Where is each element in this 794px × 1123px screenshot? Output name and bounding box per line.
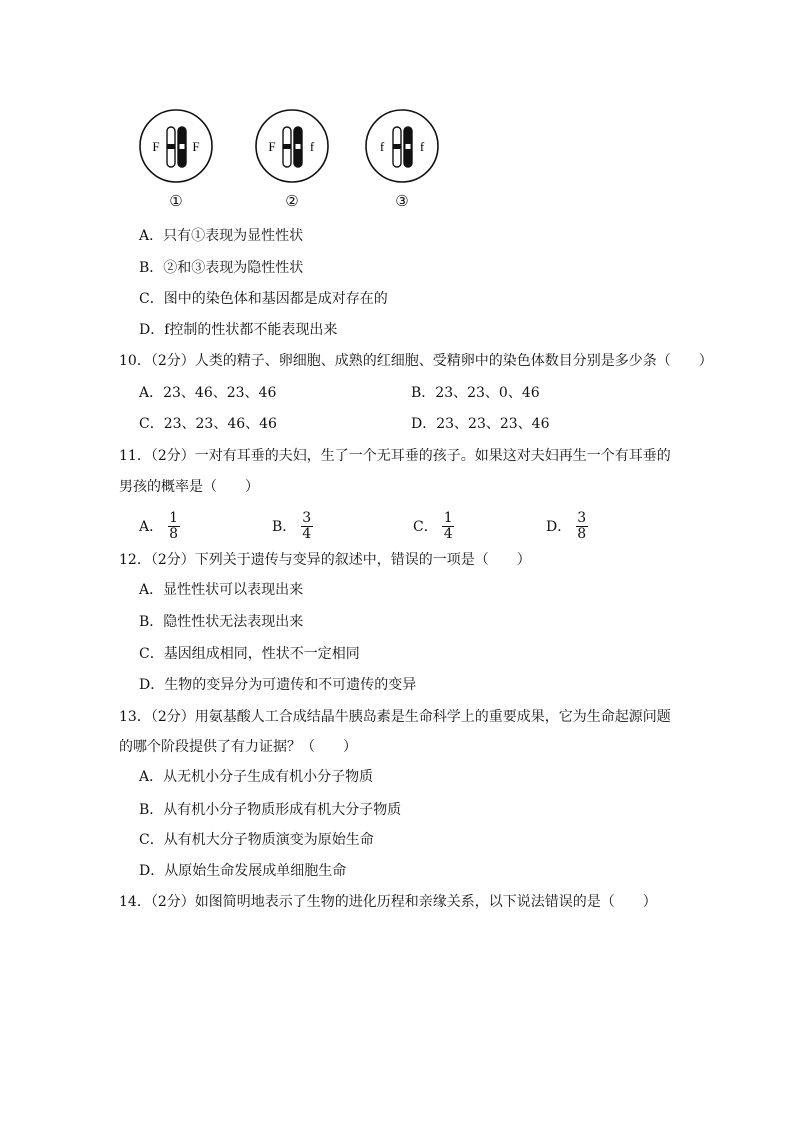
cell-2-left-gene: F <box>268 139 276 154</box>
fraction-numerator: 1 <box>169 509 179 526</box>
cell-1-label: ① <box>169 192 183 210</box>
cell-2 <box>254 108 330 210</box>
fraction-numerator: 1 <box>443 509 453 526</box>
q11-option-d-fraction <box>575 511 588 542</box>
q11-option-a-letter: A． <box>139 519 164 535</box>
q11-stem-line2: 男孩的概率是（ ） <box>119 479 259 495</box>
q9-option-b: B．②和③表现为隐性性状 <box>139 260 304 276</box>
q11-option-a-fraction <box>167 511 180 542</box>
q11-option-c-fraction <box>442 511 455 542</box>
cell-1-diagram <box>138 108 214 184</box>
q13-stem-line1: 13．（2分）用氨基酸人工合成结晶牛胰岛素是生命科学上的重要成果，它为生命起源问题 <box>119 709 671 725</box>
q10-stem: 10．（2分）人类的精子、卵细胞、成熟的红细胞、受精卵中的染色体数目分别是多少条（ ） <box>119 353 713 369</box>
q12-option-a: A．显性性状可以表现出来 <box>139 582 304 598</box>
q10-option-d: D．23、23、23、46 <box>411 416 550 432</box>
cell-3-diagram <box>364 108 440 184</box>
q12-option-d: D．生物的变异分为可遗传和不可遗传的变异 <box>139 677 417 693</box>
fraction-numerator: 3 <box>302 509 312 526</box>
cell-3-label: ③ <box>395 192 409 210</box>
q11-option-d-letter: D． <box>546 519 572 535</box>
cell-2-label: ② <box>285 192 299 210</box>
fraction-denominator: 4 <box>302 525 312 542</box>
cell-1 <box>138 108 214 210</box>
q13-option-a: A．从无机小分子生成有机小分子物质 <box>139 769 374 785</box>
q13-option-c: C．从有机大分子物质演变为原始生命 <box>139 832 374 848</box>
q14-stem: 14．（2分）如图简明地表示了生物的进化历程和亲缘关系，以下说法错误的是（ ） <box>119 894 657 910</box>
chromosome-figure <box>138 108 448 218</box>
q11-stem-line1: 11．（2分）一对有耳垂的夫妇，生了一个无耳垂的孩子。如果这对夫妇再生一个有耳垂的 <box>119 448 671 464</box>
q9-option-a: A．只有①表现为显性性状 <box>139 228 304 244</box>
q11-option-c <box>413 508 455 544</box>
cell-2-diagram <box>254 108 330 184</box>
fraction-denominator: 4 <box>443 525 453 542</box>
fraction-numerator: 3 <box>577 509 587 526</box>
q9-option-c: C．图中的染色体和基因都是成对存在的 <box>139 291 388 307</box>
q13-option-b: B．从有机小分子物质形成有机大分子物质 <box>139 802 402 818</box>
fraction-denominator: 8 <box>577 525 587 542</box>
q11-option-b <box>272 508 313 544</box>
q11-option-d <box>546 508 588 544</box>
q12-option-b: B．隐性性状无法表现出来 <box>139 614 304 630</box>
q11-option-a <box>139 508 180 544</box>
q11-options <box>139 508 699 544</box>
q9-option-d: D．f控制的性状都不能表现出来 <box>139 322 338 338</box>
q11-option-b-fraction <box>300 511 313 542</box>
q13-stem-line2: 的哪个阶段提供了有力证据？（ ） <box>119 739 357 755</box>
cell-3-left-gene: f <box>379 139 385 154</box>
cell-1-right-gene: F <box>192 139 200 154</box>
q13-option-d: D．从原始生命发展成单细胞生命 <box>139 863 347 879</box>
q12-option-c: C．基因组成相同，性状不一定相同 <box>139 646 360 662</box>
q12-stem: 12．（2分）下列关于遗传与变异的叙述中，错误的一项是（ ） <box>119 552 531 568</box>
q10-option-a: A．23、46、23、46 <box>139 385 277 401</box>
fraction-denominator: 8 <box>169 525 179 542</box>
q11-option-b-letter: B． <box>272 519 297 535</box>
q10-option-b: B．23、23、0、46 <box>411 385 540 401</box>
cell-2-right-gene: f <box>309 139 315 154</box>
q11-option-c-letter: C． <box>413 519 438 535</box>
cell-1-left-gene: F <box>152 139 160 154</box>
cell-3 <box>364 108 440 210</box>
cell-3-right-gene: f <box>419 139 425 154</box>
q10-option-c: C．23、23、46、46 <box>139 416 277 432</box>
